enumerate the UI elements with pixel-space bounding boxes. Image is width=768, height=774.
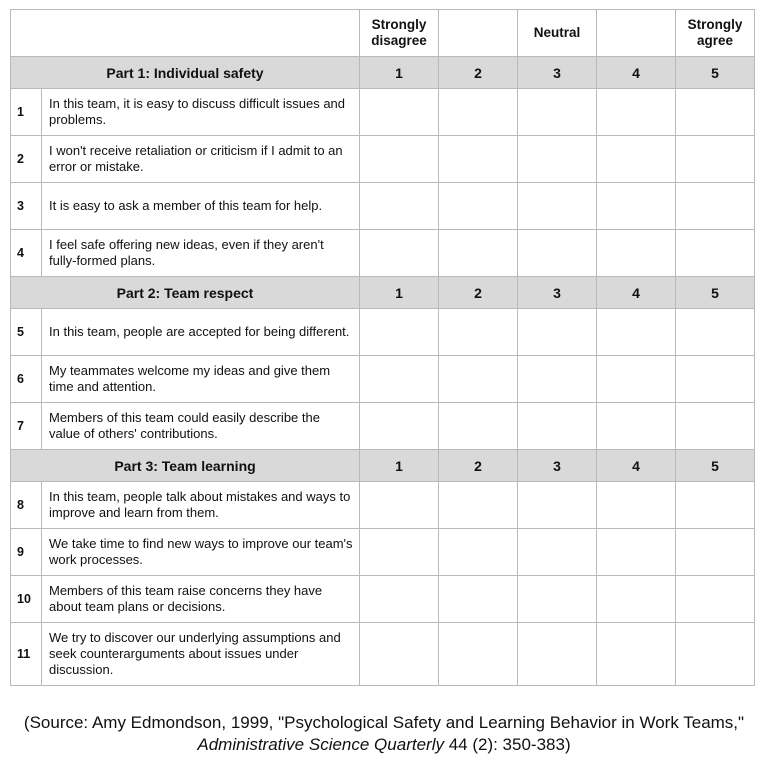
rating-cell-1[interactable] [360, 403, 439, 450]
rating-cell-4[interactable] [597, 623, 676, 686]
journal-name: Administrative Science Quarterly [197, 735, 444, 754]
rating-cell-4[interactable] [597, 356, 676, 403]
scale-number: 5 [676, 57, 755, 89]
question-text: I won't receive retaliation or criticism if I admit to an error or mistake. [42, 136, 360, 183]
question-text: My teammates welcome my ideas and give them time and attention. [42, 356, 360, 403]
survey-table [10, 9, 755, 686]
rating-cell-4[interactable] [597, 482, 676, 529]
question-number: 7 [11, 403, 42, 450]
rating-cell-2[interactable] [439, 482, 518, 529]
question-row [11, 230, 755, 277]
scale-label-4 [597, 10, 676, 57]
rating-cell-3[interactable] [518, 356, 597, 403]
rating-cell-2[interactable] [439, 136, 518, 183]
rating-cell-5[interactable] [676, 403, 755, 450]
rating-cell-3[interactable] [518, 403, 597, 450]
section-header-row [11, 57, 755, 89]
question-number: 11 [11, 623, 42, 686]
rating-cell-4[interactable] [597, 89, 676, 136]
rating-cell-5[interactable] [676, 529, 755, 576]
section-title: Part 3: Team learning [11, 450, 360, 482]
question-number: 9 [11, 529, 42, 576]
rating-cell-2[interactable] [439, 230, 518, 277]
rating-cell-2[interactable] [439, 309, 518, 356]
question-text: It is easy to ask a member of this team for help. [42, 183, 360, 230]
rating-cell-3[interactable] [518, 89, 597, 136]
rating-cell-5[interactable] [676, 356, 755, 403]
scale-number: 1 [360, 277, 439, 309]
scale-number: 4 [597, 450, 676, 482]
question-number: 1 [11, 89, 42, 136]
question-text: In this team, people talk about mistakes and ways to improve and learn from them. [42, 482, 360, 529]
question-number: 8 [11, 482, 42, 529]
question-text: Members of this team raise concerns they have about team plans or decisions. [42, 576, 360, 623]
question-row [11, 403, 755, 450]
header-blank-cell [11, 10, 360, 57]
scale-label-neutral: Neutral [518, 10, 597, 57]
rating-cell-1[interactable] [360, 136, 439, 183]
question-row [11, 89, 755, 136]
scale-number: 3 [518, 277, 597, 309]
rating-cell-1[interactable] [360, 356, 439, 403]
scale-label-strongly-agree: Strongly agree [676, 10, 755, 57]
rating-cell-2[interactable] [439, 529, 518, 576]
source-citation [0, 712, 768, 756]
rating-cell-2[interactable] [439, 89, 518, 136]
question-text: Members of this team could easily describe the value of others' contributions. [42, 403, 360, 450]
rating-cell-5[interactable] [676, 136, 755, 183]
rating-cell-5[interactable] [676, 576, 755, 623]
question-number: 4 [11, 230, 42, 277]
scale-number: 5 [676, 277, 755, 309]
rating-cell-5[interactable] [676, 230, 755, 277]
rating-cell-1[interactable] [360, 89, 439, 136]
scale-number: 1 [360, 57, 439, 89]
section-header-row [11, 277, 755, 309]
rating-cell-4[interactable] [597, 529, 676, 576]
question-number: 6 [11, 356, 42, 403]
question-row [11, 136, 755, 183]
question-text: In this team, people are accepted for being different. [42, 309, 360, 356]
rating-cell-3[interactable] [518, 183, 597, 230]
scale-number: 4 [597, 277, 676, 309]
question-row [11, 576, 755, 623]
citation-volume: 44 (2): 350-383) [448, 735, 571, 754]
scale-number: 2 [439, 277, 518, 309]
rating-cell-1[interactable] [360, 529, 439, 576]
rating-cell-1[interactable] [360, 623, 439, 686]
question-number: 2 [11, 136, 42, 183]
scale-number: 5 [676, 450, 755, 482]
rating-cell-5[interactable] [676, 309, 755, 356]
section-header-row [11, 450, 755, 482]
rating-cell-3[interactable] [518, 136, 597, 183]
scale-number: 2 [439, 57, 518, 89]
rating-cell-4[interactable] [597, 230, 676, 277]
rating-cell-2[interactable] [439, 576, 518, 623]
rating-cell-1[interactable] [360, 482, 439, 529]
scale-label-strongly-disagree: Strongly disagree [360, 10, 439, 57]
rating-cell-3[interactable] [518, 230, 597, 277]
question-text: In this team, it is easy to discuss difficult issues and problems. [42, 89, 360, 136]
rating-cell-3[interactable] [518, 482, 597, 529]
question-row [11, 183, 755, 230]
scale-label-2 [439, 10, 518, 57]
rating-cell-2[interactable] [439, 356, 518, 403]
rating-cell-5[interactable] [676, 89, 755, 136]
rating-cell-5[interactable] [676, 482, 755, 529]
question-number: 3 [11, 183, 42, 230]
rating-cell-4[interactable] [597, 576, 676, 623]
rating-cell-4[interactable] [597, 309, 676, 356]
question-row [11, 482, 755, 529]
rating-cell-5[interactable] [676, 623, 755, 686]
rating-cell-4[interactable] [597, 183, 676, 230]
question-text: We try to discover our underlying assumptions and seek counterarguments about issues under discussion. [42, 623, 360, 686]
scale-number: 4 [597, 57, 676, 89]
rating-cell-4[interactable] [597, 136, 676, 183]
scale-number: 1 [360, 450, 439, 482]
citation-text: (Source: Amy Edmondson, 1999, "Psychological Safety and Learning Behavior in Work Teams," [23, 713, 745, 732]
question-text: We take time to find new ways to improve our team's work processes. [42, 529, 360, 576]
question-text: I feel safe offering new ideas, even if they aren't fully-formed plans. [42, 230, 360, 277]
rating-cell-1[interactable] [360, 576, 439, 623]
question-row [11, 356, 755, 403]
rating-cell-3[interactable] [518, 309, 597, 356]
question-number: 10 [11, 576, 42, 623]
rating-cell-3[interactable] [518, 529, 597, 576]
rating-cell-1[interactable] [360, 309, 439, 356]
rating-cell-2[interactable] [439, 623, 518, 686]
scale-number: 2 [439, 450, 518, 482]
section-title: Part 2: Team respect [11, 277, 360, 309]
section-title: Part 1: Individual safety [11, 57, 360, 89]
scale-number: 3 [518, 57, 597, 89]
rating-cell-2[interactable] [439, 183, 518, 230]
question-row [11, 309, 755, 356]
question-number: 5 [11, 309, 42, 356]
rating-cell-3[interactable] [518, 623, 597, 686]
scale-number: 3 [518, 450, 597, 482]
rating-cell-4[interactable] [597, 403, 676, 450]
question-row [11, 529, 755, 576]
rating-cell-5[interactable] [676, 183, 755, 230]
rating-cell-2[interactable] [439, 403, 518, 450]
rating-cell-1[interactable] [360, 183, 439, 230]
question-row [11, 623, 755, 686]
rating-cell-3[interactable] [518, 576, 597, 623]
rating-cell-1[interactable] [360, 230, 439, 277]
scale-header-row [11, 10, 755, 57]
